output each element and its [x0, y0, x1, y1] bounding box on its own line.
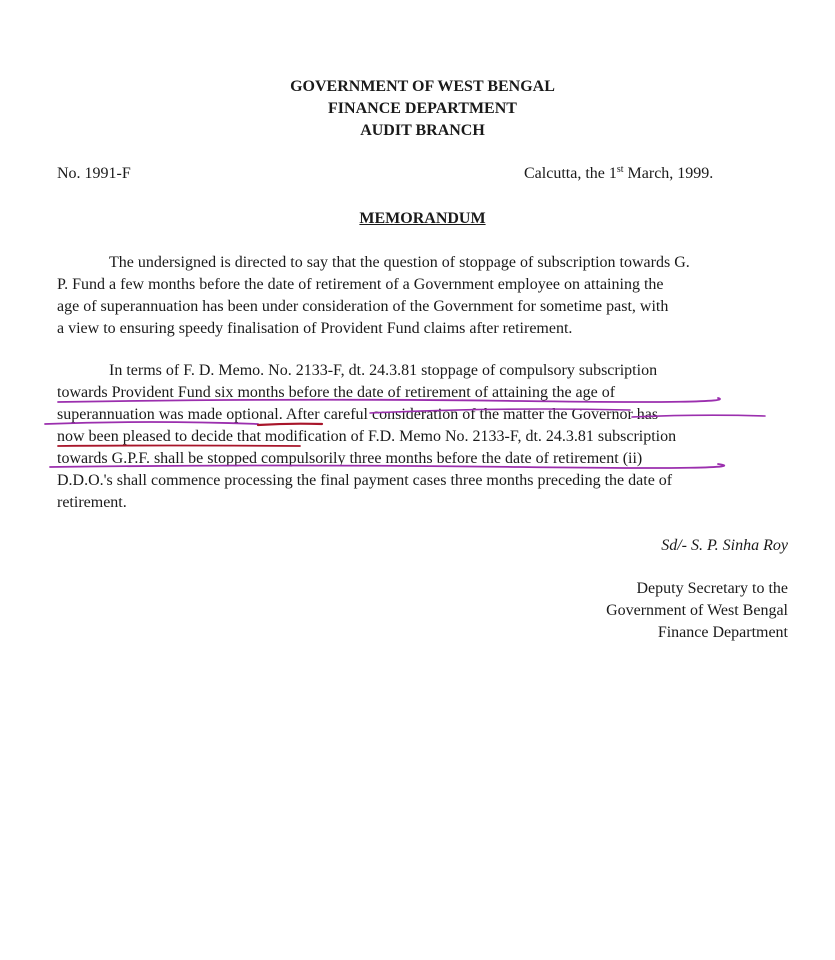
paragraph-2-line: now been pleased to decide that modification of F.D. Memo No. 2133-F, dt. 24.3.81 subscription: [57, 428, 677, 445]
paragraph-1: [57, 252, 797, 340]
paragraph-2-line: towards G.P.F. shall be stopped compulsorily three months before the date of retirement (ii): [57, 450, 643, 467]
paragraph-1-line: The undersigned is directed to say that the question of stoppage of subscription towards G.: [109, 254, 690, 271]
date-suffix: March, 1999.: [623, 165, 714, 182]
memo-date: [524, 165, 713, 183]
designation-line: Government of West Bengal: [606, 602, 788, 619]
signature-designation: [606, 578, 788, 644]
paragraph-1-line: age of superannuation has been under consideration of the Government for sometime past, with: [57, 298, 669, 315]
letterhead: [0, 76, 835, 142]
memo-number: No. 1991-F: [57, 165, 131, 182]
paragraph-2-line: D.D.O.'s shall commence processing the final payment cases three months preceding the date of: [57, 472, 673, 489]
memo-title: MEMORANDUM: [359, 210, 486, 227]
paragraph-2-line: In terms of F. D. Memo. No. 2133-F, dt. 24.3.81 stoppage of compulsory subscription: [109, 362, 658, 379]
letterhead-branch: AUDIT BRANCH: [360, 122, 485, 139]
paragraph-2-line: superannuation was made optional. After careful consideration of the matter the Governor has: [57, 406, 659, 423]
letterhead-department: FINANCE DEPARTMENT: [328, 100, 517, 117]
date-prefix: Calcutta, the 1: [524, 165, 617, 182]
paragraph-2: [57, 360, 797, 514]
paragraph-2-line: retirement.: [57, 494, 127, 511]
date-ordinal: st: [616, 164, 624, 175]
signature-name: Sd/- S. P. Sinha Roy: [661, 537, 788, 554]
paragraph-1-line: a view to ensuring speedy finalisation of Provident Fund claims after retirement.: [57, 320, 573, 337]
paragraph-2-line: towards Provident Fund six months before the date of retirement of attaining the age of: [57, 384, 616, 401]
paragraph-1-line: P. Fund a few months before the date of retirement of a Government employee on attaining the: [57, 276, 664, 293]
designation-line: Deputy Secretary to the: [636, 580, 788, 597]
designation-line: Finance Department: [657, 624, 788, 641]
letterhead-government: GOVERNMENT OF WEST BENGAL: [290, 78, 555, 95]
